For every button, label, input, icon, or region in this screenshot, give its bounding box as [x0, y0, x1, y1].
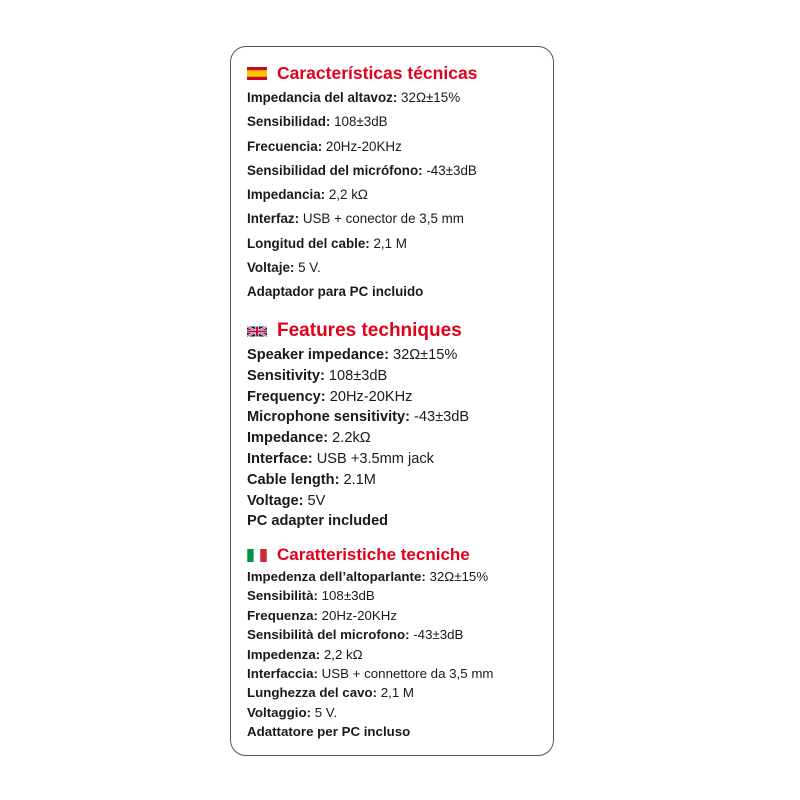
spec-row: Longitud del cable: 2,1 M — [247, 235, 407, 251]
spec-row: Adattatore per PC incluso — [247, 724, 411, 740]
spec-row: Lunghezza del cavo: 2,1 M — [247, 685, 414, 701]
spec-row: Interface: USB +3.5mm jack — [247, 450, 434, 467]
spec-card — [230, 46, 554, 756]
section-title-italian — [247, 543, 545, 567]
spec-row: Impedenza dell’altoparlante: 32Ω±15% — [247, 569, 489, 584]
section-title-text: Caratteristiche tecniche — [277, 545, 470, 564]
spec-row: Interfaccia: USB + connettore da 3,5 mm — [247, 666, 494, 682]
spec-row: Speaker impedance: 32Ω±15% — [247, 347, 458, 363]
spec-row: Sensibilidad: 108±3dB — [247, 114, 388, 130]
section-title-text: Características técnicas — [277, 62, 478, 83]
spec-row: PC adapter included — [247, 513, 389, 530]
section-title-spanish — [247, 60, 545, 86]
spec-row: Impedance: 2.2kΩ — [247, 430, 371, 447]
uk-flag-icon — [247, 325, 267, 338]
spec-row: Voltaje: 5 V. — [247, 260, 321, 276]
spec-row: Sensitivity: 108±3dB — [247, 367, 388, 384]
spec-row: Frecuencia: 20Hz-20KHz — [247, 138, 402, 154]
spec-row: Impedenza: 2,2 kΩ — [247, 646, 363, 662]
spec-row: Sensibilità del microfono: -43±3dB — [247, 627, 464, 643]
spec-row: Cable length: 2.1M — [247, 471, 376, 488]
spec-row: Microphone sensitivity: -43±3dB — [247, 409, 470, 426]
spec-row: Sensibilidad del micrófono: -43±3dB — [247, 162, 477, 178]
section-title-english — [247, 317, 545, 345]
spec-row: Voltage: 5V — [247, 492, 326, 509]
section-title-text: Features techniques — [277, 320, 462, 341]
spec-row: Impedancia: 2,2 kΩ — [247, 187, 368, 203]
spec-row: Voltaggio: 5 V. — [247, 704, 338, 720]
section-italian — [247, 543, 545, 742]
section-spanish — [247, 60, 545, 305]
spec-row: Frequenza: 20Hz-20KHz — [247, 607, 398, 623]
spec-row: Sensibilità: 108±3dB — [247, 588, 375, 604]
spain-flag-icon — [247, 67, 267, 80]
section-english — [247, 317, 545, 532]
italy-flag-icon — [247, 549, 267, 562]
spec-row: Adaptador para PC incluido — [247, 284, 424, 300]
spec-row: Interfaz: USB + conector de 3,5 mm — [247, 211, 464, 227]
spec-row: Impedancia del altavoz: 32Ω±15% — [247, 90, 461, 105]
spec-row: Frequency: 20Hz-20KHz — [247, 388, 413, 405]
